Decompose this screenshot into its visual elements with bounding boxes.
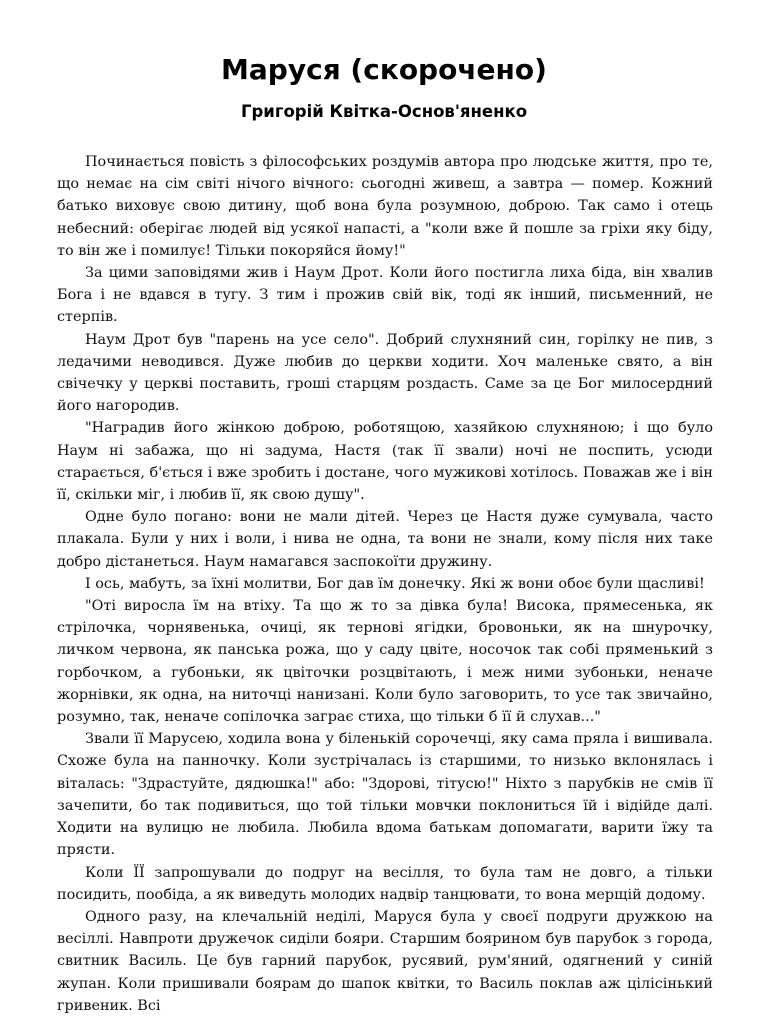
paragraph: Одного разу, на клечальній неділі, Маруся була у своєї подруги дружкою на весіллі. Навпроти дружечок сиділи бояри. Старшим боярином був парубок з города, свитник Василь. Це був гарний парубок, русявий, рум'яний, одягнений у синій жупан. Коли пришивали боярам до шапок квітки, то Василь поклав аж цілісінький гривеник. Всі <box>57 908 713 1014</box>
document-body <box>57 151 713 1017</box>
paragraph: Одне було погано: вони не мали дітей. Через це Настя дуже сумувала, часто плакала. Були у них і воли, і нива не одна, та вони не знали, кому після них таке добро дістанеться. Наум намагався заспокоїти дружину. <box>57 509 713 570</box>
paragraph: І ось, мабуть, за їхні молитви, Бог дав їм донечку. Які ж вони обоє були щасливі! <box>85 575 705 592</box>
paragraph: Звали її Марусею, ходила вона у біленькій сорочечці, яку сама пряла і вишивала. Схоже була на панночку. Коли зустрічалась із старшими, то низько вклонялась і віталась: "Здрастуйте, дядюшка!" або: "Здорові, тітусю!" Ніхто з парубків не смів її зачепити, бо так подивиться, що той тільки мовчки поклониться їй і відійде далі. Ходити на вулицю не любила. Любила вдома батькам допомагати, варити їжу та прясти. <box>57 731 713 859</box>
paragraph: "Оті виросла їм на втіху. Та що ж то за дівка була! Висока, прямесенька, як стрілочка, чорнявенька, очиці, як тернові ягідки, бровоньки, як на шнурочку, личком червона, як панська рожа, що у саду цвіте, носочок так собі пряменький з горбочком, а губоньки, як цвіточки розцвітають, і меж ними зубоньки, неначе жорнівки, як одна, на ниточці нанизані. Коли було заговорить, то усе так звичайно, розумно, так, неначе сопілочка заграє стиха, що тільки б її й слухав..." <box>57 598 713 726</box>
document-author: Григорій Квітка-Основ'яненко <box>240 102 528 121</box>
paragraph: Починається повість з філософських роздумів автора про людське життя, про те, що немає на сім світі нічого вічного: сьогодні живеш, а завтра — помер. Кожний батько виховує свою дитину, щоб вона була розумною, доброю. Так само і отець небесний: оберігає людей від усякої напасті, а "коли вже й пошле за гріхи яку біду, то він же і помилує! Тільки покоряйся йому!" <box>57 154 713 259</box>
paragraph: Коли ЇЇ запрошували до подруг на весілля, то була там не довго, а тільки посидить, пообіда, а як виведуть молодих надвір танцювати, то вона мерщій додому. <box>57 864 713 903</box>
paragraph: "Наградив його жінкою доброю, роботящою, хазяйкою слухняною; і що було Наум ні забажа, що ні задума, Настя (так її звали) ночі не поспить, усюди старається, б'ється і вже зробить і достане, чого мужикові хотілось. Поважав же і він її, скільки міг, і любив її, як свою душу". <box>57 420 714 504</box>
paragraph: Наум Дрот був "парень на усе село". Добрий слухняний син, горілку не пив, з ледачими неводився. Дуже любив до церкви ходити. Хоч маленьке свято, а він свічечку у церкві поставить, гроші старцям роздасть. Саме за це Бог милосердний його нагородив. <box>57 331 713 415</box>
paragraph: За цими заповідями жив і Наум Дрот. Коли його постигла лиха біда, він хвалив Бога і не вдався в тугу. З тим і прожив свій вік, тоді як інший, письменний, не стерпів. <box>57 265 713 326</box>
document-title: Маруся (скорочено) <box>221 53 547 86</box>
